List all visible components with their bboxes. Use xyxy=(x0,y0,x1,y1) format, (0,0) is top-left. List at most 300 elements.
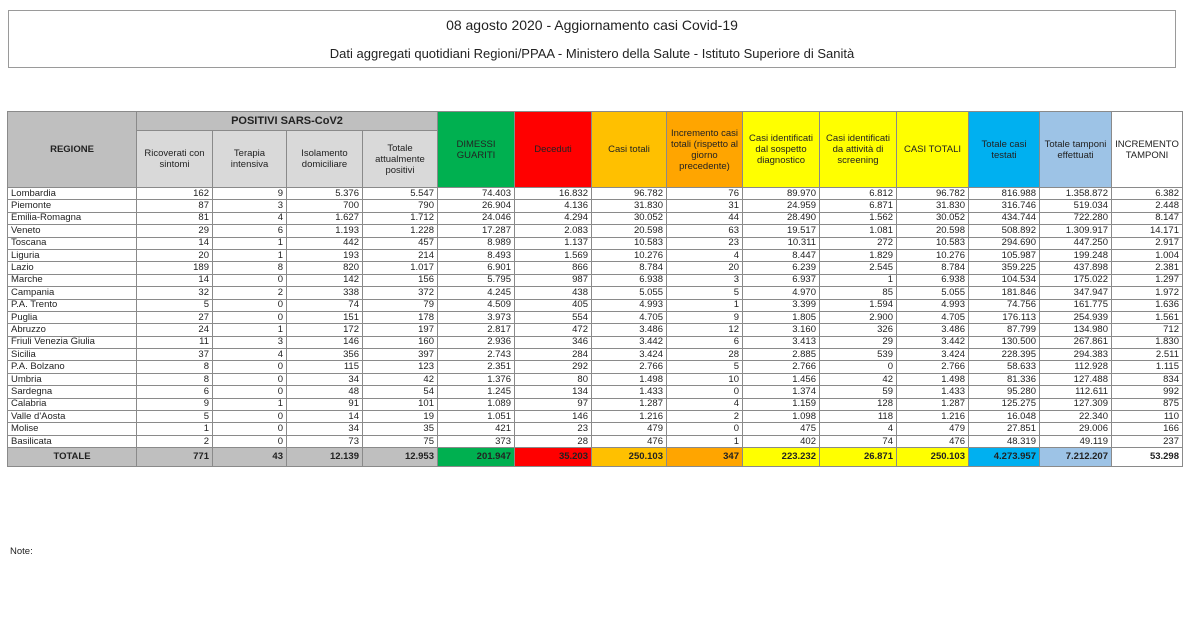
table-cell: 5 xyxy=(137,411,213,423)
table-cell: 2.743 xyxy=(438,349,515,361)
table-cell: 0 xyxy=(213,361,287,373)
table-cell: 166 xyxy=(1112,423,1183,435)
table-cell: 0 xyxy=(667,423,743,435)
table-cell: 875 xyxy=(1112,398,1183,410)
table-cell: 434.744 xyxy=(969,212,1040,224)
total-cell: 201.947 xyxy=(438,448,515,467)
table-cell: 6.938 xyxy=(897,274,969,286)
table-cell: 76 xyxy=(667,188,743,200)
table-cell: 87 xyxy=(137,200,213,212)
table-cell: 3.413 xyxy=(743,336,820,348)
table-cell: 359.225 xyxy=(969,262,1040,274)
table-row xyxy=(8,299,1183,311)
table-cell: 326 xyxy=(820,324,897,336)
table-cell: 1.004 xyxy=(1112,249,1183,261)
table-cell: 2 xyxy=(667,411,743,423)
table-cell: 9 xyxy=(137,398,213,410)
region-name: Piemonte xyxy=(8,200,137,212)
table-cell: 0 xyxy=(213,411,287,423)
table-cell: 8.147 xyxy=(1112,212,1183,224)
table-cell: 118 xyxy=(820,411,897,423)
table-cell: 1.433 xyxy=(592,386,667,398)
table-cell: 29.006 xyxy=(1040,423,1112,435)
table-cell: 2.083 xyxy=(515,225,592,237)
header-incremento-casi: Incremento casi totali (rispetto al giorno precedente) xyxy=(667,112,743,188)
table-cell: 30.052 xyxy=(592,212,667,224)
table-cell: 0 xyxy=(213,386,287,398)
table-cell: 8.784 xyxy=(897,262,969,274)
table-cell: 508.892 xyxy=(969,225,1040,237)
table-cell: 866 xyxy=(515,262,592,274)
table-row xyxy=(8,398,1183,410)
table-cell: 292 xyxy=(515,361,592,373)
region-name: Sardegna xyxy=(8,386,137,398)
table-cell: 1.309.917 xyxy=(1040,225,1112,237)
table-cell: 6 xyxy=(667,336,743,348)
table-cell: 101 xyxy=(363,398,438,410)
table-row xyxy=(8,237,1183,249)
table-cell: 373 xyxy=(438,435,515,447)
table-cell: 9 xyxy=(667,311,743,323)
table-cell: 130.500 xyxy=(969,336,1040,348)
table-cell: 0 xyxy=(213,299,287,311)
page-title: 08 agosto 2020 - Aggiornamento casi Covid-19 xyxy=(446,17,738,33)
table-cell: 237 xyxy=(1112,435,1183,447)
table-cell: 790 xyxy=(363,200,438,212)
table-cell: 29 xyxy=(137,225,213,237)
table-cell: 10.276 xyxy=(592,249,667,261)
table-cell: 3.442 xyxy=(592,336,667,348)
table-cell: 816.988 xyxy=(969,188,1040,200)
table-cell: 472 xyxy=(515,324,592,336)
table-row xyxy=(8,188,1183,200)
table-cell: 1.712 xyxy=(363,212,438,224)
table-cell: 9 xyxy=(213,188,287,200)
header-totale-positivi: Totale attualmente positivi xyxy=(363,131,438,188)
table-cell: 1.433 xyxy=(897,386,969,398)
header-isolamento: Isolamento domiciliare xyxy=(287,131,363,188)
title-box xyxy=(8,10,1176,68)
header-totale-casi-testati: Totale casi testati xyxy=(969,112,1040,188)
table-cell: 5.055 xyxy=(897,287,969,299)
table-cell: 3 xyxy=(213,200,287,212)
table-cell: 20.598 xyxy=(897,225,969,237)
table-cell: 479 xyxy=(897,423,969,435)
table-cell: 405 xyxy=(515,299,592,311)
header-casi-totali-2: CASI TOTALI xyxy=(897,112,969,188)
total-cell: 223.232 xyxy=(743,448,820,467)
table-row xyxy=(8,373,1183,385)
table-cell: 0 xyxy=(667,386,743,398)
table-cell: 31.830 xyxy=(592,200,667,212)
table-cell: 1.051 xyxy=(438,411,515,423)
table-cell: 181.846 xyxy=(969,287,1040,299)
table-cell: 28 xyxy=(667,349,743,361)
table-cell: 1.216 xyxy=(592,411,667,423)
table-cell: 476 xyxy=(897,435,969,447)
table-cell: 6.937 xyxy=(743,274,820,286)
table-cell: 4 xyxy=(667,249,743,261)
table-cell: 32 xyxy=(137,287,213,299)
table-cell: 27.851 xyxy=(969,423,1040,435)
table-cell: 85 xyxy=(820,287,897,299)
region-name: Emilia-Romagna xyxy=(8,212,137,224)
total-cell: 26.871 xyxy=(820,448,897,467)
table-cell: 0 xyxy=(213,373,287,385)
region-name: Veneto xyxy=(8,225,137,237)
table-cell: 1.245 xyxy=(438,386,515,398)
table-cell: 346 xyxy=(515,336,592,348)
table-cell: 8 xyxy=(137,361,213,373)
table-cell: 4.705 xyxy=(592,311,667,323)
table-cell: 2.766 xyxy=(743,361,820,373)
table-row xyxy=(8,262,1183,274)
table-cell: 175.022 xyxy=(1040,274,1112,286)
header-totale-tamponi: Totale tamponi effettuati xyxy=(1040,112,1112,188)
table-cell: 1 xyxy=(667,299,743,311)
table-row xyxy=(8,423,1183,435)
table-cell: 1 xyxy=(213,237,287,249)
table-cell: 16.832 xyxy=(515,188,592,200)
table-cell: 6.239 xyxy=(743,262,820,274)
table-cell: 4 xyxy=(667,398,743,410)
table-cell: 156 xyxy=(363,274,438,286)
total-cell: 43 xyxy=(213,448,287,467)
table-cell: 554 xyxy=(515,311,592,323)
table-cell: 1.374 xyxy=(743,386,820,398)
table-cell: 20.598 xyxy=(592,225,667,237)
region-name: Campania xyxy=(8,287,137,299)
total-cell: 12.953 xyxy=(363,448,438,467)
table-cell: 24.959 xyxy=(743,200,820,212)
table-cell: 142 xyxy=(287,274,363,286)
table-cell: 24.046 xyxy=(438,212,515,224)
table-cell: 197 xyxy=(363,324,438,336)
table-cell: 2.885 xyxy=(743,349,820,361)
header-casi-sospetto-diagnostico: Casi identificati dal sospetto diagnostico xyxy=(743,112,820,188)
table-cell: 96.782 xyxy=(897,188,969,200)
header-regione: REGIONE xyxy=(8,112,137,188)
table-cell: 1.636 xyxy=(1112,299,1183,311)
table-cell: 54 xyxy=(363,386,438,398)
table-cell: 161.775 xyxy=(1040,299,1112,311)
table-cell: 1.456 xyxy=(743,373,820,385)
table-cell: 347.947 xyxy=(1040,287,1112,299)
table-row xyxy=(8,411,1183,423)
table-row xyxy=(8,274,1183,286)
table-cell: 457 xyxy=(363,237,438,249)
table-cell: 1.627 xyxy=(287,212,363,224)
table-cell: 5 xyxy=(137,299,213,311)
table-cell: 4.294 xyxy=(515,212,592,224)
table-row xyxy=(8,386,1183,398)
table-cell: 2.766 xyxy=(592,361,667,373)
table-cell: 8.447 xyxy=(743,249,820,261)
table-cell: 151 xyxy=(287,311,363,323)
table-cell: 48 xyxy=(287,386,363,398)
region-name: P.A. Bolzano xyxy=(8,361,137,373)
table-cell: 1.561 xyxy=(1112,311,1183,323)
region-name: Toscana xyxy=(8,237,137,249)
table-cell: 712 xyxy=(1112,324,1183,336)
total-cell: 250.103 xyxy=(897,448,969,467)
table-cell: 3.486 xyxy=(897,324,969,336)
table-cell: 11 xyxy=(137,336,213,348)
region-name: Puglia xyxy=(8,311,137,323)
table-cell: 2.448 xyxy=(1112,200,1183,212)
table-cell: 992 xyxy=(1112,386,1183,398)
table-cell: 254.939 xyxy=(1040,311,1112,323)
table-cell: 1.287 xyxy=(897,398,969,410)
table-cell: 6.901 xyxy=(438,262,515,274)
table-cell: 79 xyxy=(363,299,438,311)
table-cell: 1.115 xyxy=(1112,361,1183,373)
table-cell: 1.594 xyxy=(820,299,897,311)
table-cell: 4.970 xyxy=(743,287,820,299)
table-cell: 6.871 xyxy=(820,200,897,212)
table-cell: 27 xyxy=(137,311,213,323)
header-terapia-intensiva: Terapia intensiva xyxy=(213,131,287,188)
table-cell: 146 xyxy=(287,336,363,348)
region-name: Abruzzo xyxy=(8,324,137,336)
table-cell: 2.936 xyxy=(438,336,515,348)
table-cell: 3.399 xyxy=(743,299,820,311)
table-cell: 81.336 xyxy=(969,373,1040,385)
table-cell: 294.383 xyxy=(1040,349,1112,361)
total-cell: 771 xyxy=(137,448,213,467)
table-cell: 28.490 xyxy=(743,212,820,224)
table-cell: 987 xyxy=(515,274,592,286)
table-cell: 91 xyxy=(287,398,363,410)
table-cell: 4.993 xyxy=(592,299,667,311)
table-cell: 172 xyxy=(287,324,363,336)
table-cell: 1.089 xyxy=(438,398,515,410)
table-cell: 1 xyxy=(213,249,287,261)
table-cell: 23 xyxy=(515,423,592,435)
table-cell: 267.861 xyxy=(1040,336,1112,348)
table-cell: 6 xyxy=(137,386,213,398)
table-cell: 115 xyxy=(287,361,363,373)
table-row xyxy=(8,249,1183,261)
table-cell: 42 xyxy=(820,373,897,385)
table-cell: 228.395 xyxy=(969,349,1040,361)
table-cell: 372 xyxy=(363,287,438,299)
table-cell: 97 xyxy=(515,398,592,410)
table-cell: 421 xyxy=(438,423,515,435)
table-cell: 2.766 xyxy=(897,361,969,373)
table-cell: 34 xyxy=(287,373,363,385)
header-positivi: POSITIVI SARS-CoV2 xyxy=(137,112,438,131)
table-cell: 284 xyxy=(515,349,592,361)
table-cell: 700 xyxy=(287,200,363,212)
table-cell: 1.498 xyxy=(897,373,969,385)
table-cell: 8.493 xyxy=(438,249,515,261)
table-cell: 14 xyxy=(137,237,213,249)
table-cell: 10.276 xyxy=(897,249,969,261)
table-cell: 3 xyxy=(667,274,743,286)
table-cell: 189 xyxy=(137,262,213,274)
table-cell: 110 xyxy=(1112,411,1183,423)
table-cell: 28 xyxy=(515,435,592,447)
table-cell: 397 xyxy=(363,349,438,361)
table-cell: 294.690 xyxy=(969,237,1040,249)
table-row xyxy=(8,361,1183,373)
table-cell: 112.928 xyxy=(1040,361,1112,373)
total-cell: 347 xyxy=(667,448,743,467)
table-cell: 3.424 xyxy=(592,349,667,361)
table-cell: 20 xyxy=(667,262,743,274)
table-cell: 5.547 xyxy=(363,188,438,200)
table-row xyxy=(8,336,1183,348)
table-row xyxy=(8,200,1183,212)
table-cell: 1 xyxy=(213,398,287,410)
table-cell: 4 xyxy=(213,349,287,361)
table-cell: 4.993 xyxy=(897,299,969,311)
table-cell: 127.309 xyxy=(1040,398,1112,410)
table-cell: 442 xyxy=(287,237,363,249)
table-cell: 80 xyxy=(515,373,592,385)
table-cell: 5.795 xyxy=(438,274,515,286)
table-cell: 125.275 xyxy=(969,398,1040,410)
table-cell: 438 xyxy=(515,287,592,299)
table-cell: 1.376 xyxy=(438,373,515,385)
table-row xyxy=(8,435,1183,447)
total-cell: 35.203 xyxy=(515,448,592,467)
table-cell: 178 xyxy=(363,311,438,323)
table-cell: 31.830 xyxy=(897,200,969,212)
table-cell: 272 xyxy=(820,237,897,249)
table-cell: 6.382 xyxy=(1112,188,1183,200)
table-cell: 356 xyxy=(287,349,363,361)
table-cell: 176.113 xyxy=(969,311,1040,323)
table-cell: 34 xyxy=(287,423,363,435)
table-cell: 48.319 xyxy=(969,435,1040,447)
table-cell: 437.898 xyxy=(1040,262,1112,274)
table-cell: 4.136 xyxy=(515,200,592,212)
table-cell: 820 xyxy=(287,262,363,274)
table-cell: 476 xyxy=(592,435,667,447)
table-row xyxy=(8,349,1183,361)
table-cell: 59 xyxy=(820,386,897,398)
table-cell: 3.160 xyxy=(743,324,820,336)
table-cell: 24 xyxy=(137,324,213,336)
table-cell: 14 xyxy=(287,411,363,423)
region-name: Lombardia xyxy=(8,188,137,200)
table-cell: 0 xyxy=(213,423,287,435)
table-cell: 134 xyxy=(515,386,592,398)
table-cell: 10 xyxy=(667,373,743,385)
total-row xyxy=(8,448,1183,467)
table-cell: 10.583 xyxy=(592,237,667,249)
table-cell: 31 xyxy=(667,200,743,212)
table-cell: 1.297 xyxy=(1112,274,1183,286)
table-cell: 1.081 xyxy=(820,225,897,237)
table-cell: 1.017 xyxy=(363,262,438,274)
table-cell: 37 xyxy=(137,349,213,361)
table-cell: 2.511 xyxy=(1112,349,1183,361)
table-cell: 2.817 xyxy=(438,324,515,336)
table-cell: 20 xyxy=(137,249,213,261)
region-name: Calabria xyxy=(8,398,137,410)
table-cell: 42 xyxy=(363,373,438,385)
table-cell: 316.746 xyxy=(969,200,1040,212)
header-ricoverati: Ricoverati con sintomi xyxy=(137,131,213,188)
header-deceduti: Deceduti xyxy=(515,112,592,188)
table-cell: 73 xyxy=(287,435,363,447)
total-cell: 12.139 xyxy=(287,448,363,467)
header-casi-screening: Casi identificati da attività di screening xyxy=(820,112,897,188)
table-cell: 193 xyxy=(287,249,363,261)
table-cell: 1.159 xyxy=(743,398,820,410)
table-cell: 22.340 xyxy=(1040,411,1112,423)
table-cell: 4.245 xyxy=(438,287,515,299)
table-cell: 8.784 xyxy=(592,262,667,274)
table-cell: 4 xyxy=(820,423,897,435)
table-cell: 5 xyxy=(667,287,743,299)
table-cell: 89.970 xyxy=(743,188,820,200)
table-cell: 4.509 xyxy=(438,299,515,311)
table-cell: 3 xyxy=(213,336,287,348)
table-cell: 95.280 xyxy=(969,386,1040,398)
region-name: Valle d'Aosta xyxy=(8,411,137,423)
table-cell: 1.829 xyxy=(820,249,897,261)
table-cell: 10.311 xyxy=(743,237,820,249)
table-cell: 519.034 xyxy=(1040,200,1112,212)
header-dimessi-guariti: DIMESSI GUARITI xyxy=(438,112,515,188)
table-cell: 3.973 xyxy=(438,311,515,323)
page-subtitle: Dati aggregati quotidiani Regioni/PPAA - Ministero della Salute - Istituto Superiore di Sanità xyxy=(329,46,855,61)
region-name: Molise xyxy=(8,423,137,435)
note-label: Note: xyxy=(10,546,33,557)
table-cell: 44 xyxy=(667,212,743,224)
table-cell: 2.900 xyxy=(820,311,897,323)
table-cell: 4.705 xyxy=(897,311,969,323)
table-cell: 74 xyxy=(287,299,363,311)
table-cell: 23 xyxy=(667,237,743,249)
region-name: Friuli Venezia Giulia xyxy=(8,336,137,348)
total-cell: 4.273.957 xyxy=(969,448,1040,467)
table-cell: 834 xyxy=(1112,373,1183,385)
table-cell: 74 xyxy=(820,435,897,447)
table-cell: 74.756 xyxy=(969,299,1040,311)
table-cell: 402 xyxy=(743,435,820,447)
table-cell: 96.782 xyxy=(592,188,667,200)
table-cell: 1 xyxy=(213,324,287,336)
table-cell: 199.248 xyxy=(1040,249,1112,261)
table-row xyxy=(8,287,1183,299)
region-name: Basilicata xyxy=(8,435,137,447)
table-cell: 128 xyxy=(820,398,897,410)
table-cell: 3.442 xyxy=(897,336,969,348)
table-cell: 49.119 xyxy=(1040,435,1112,447)
table-cell: 2.351 xyxy=(438,361,515,373)
table-cell: 1 xyxy=(820,274,897,286)
table-cell: 2.545 xyxy=(820,262,897,274)
table-cell: 8 xyxy=(137,373,213,385)
table-cell: 0 xyxy=(213,274,287,286)
table-cell: 0 xyxy=(213,311,287,323)
table-cell: 105.987 xyxy=(969,249,1040,261)
table-cell: 87.799 xyxy=(969,324,1040,336)
table-cell: 214 xyxy=(363,249,438,261)
table-cell: 0 xyxy=(213,435,287,447)
table-cell: 539 xyxy=(820,349,897,361)
region-name: Sicilia xyxy=(8,349,137,361)
table-cell: 14 xyxy=(137,274,213,286)
table-cell: 1.569 xyxy=(515,249,592,261)
table-cell: 1 xyxy=(137,423,213,435)
table-cell: 1.805 xyxy=(743,311,820,323)
